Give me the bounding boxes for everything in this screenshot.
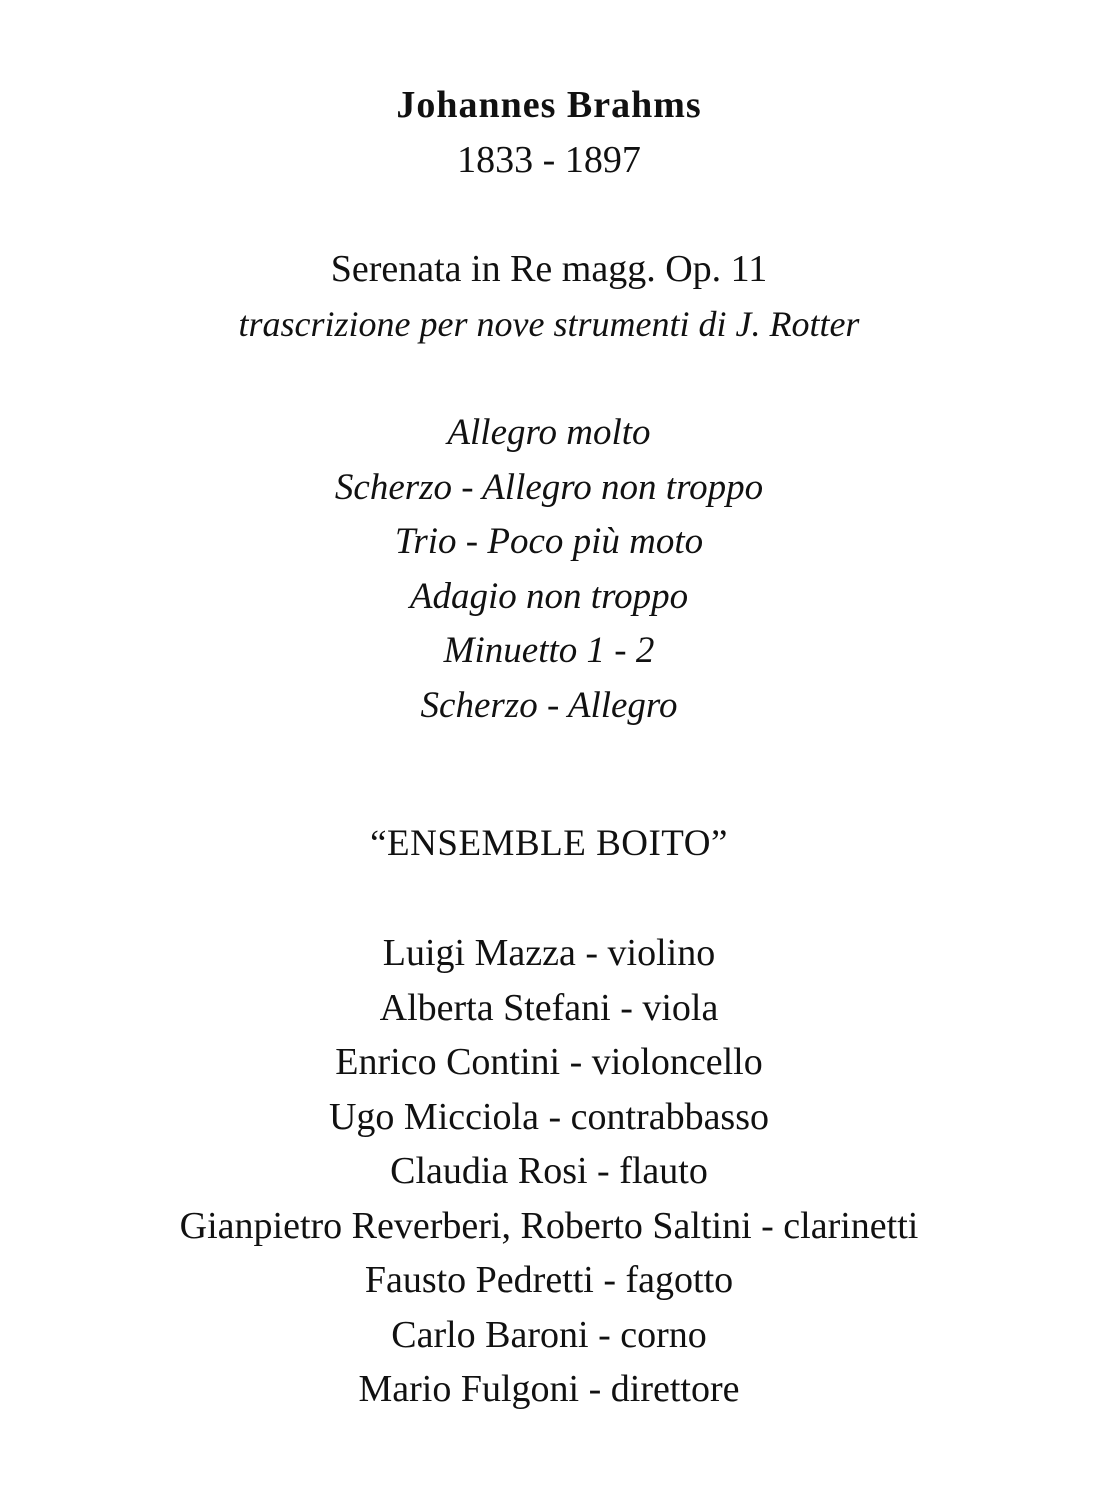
performer-item: Carlo Baroni - corno [391,1313,707,1356]
movement-item: Minuetto 1 - 2 [443,630,655,671]
composer-name: Johannes Brahms [396,84,702,126]
work-title: Serenata in Re magg. Op. 11 [330,248,768,290]
ensemble-name: “ENSEMBLE BOITO” [370,823,728,864]
performer-item: Mario Fulgoni - direttore [358,1368,740,1410]
transcription-note: trascrizione per nove strumenti di J. Rotter [238,304,860,344]
performer-item: Gianpietro Reverberi, Roberto Saltini - clarinetti [179,1204,919,1247]
movement-item: Scherzo - Allegro non troppo [334,466,764,508]
performer-list [0,934,1098,1425]
performer-item: Claudia Rosi - flauto [390,1150,708,1192]
movement-item: Allegro molto [447,412,651,453]
performer-item: Fausto Pedretti - fagotto [364,1259,734,1301]
movement-item: Scherzo - Allegro [420,684,678,726]
composer-dates: 1833 - 1897 [457,139,641,181]
movement-item: Trio - Poco più moto [394,521,704,562]
movement-item: Adagio non troppo [409,575,689,617]
movement-list [0,414,1098,741]
performer-item: Enrico Contini - violoncello [335,1041,763,1083]
performer-item: Ugo Micciola - contrabbasso [328,1095,770,1138]
performer-item: Alberta Stefani - viola [379,986,719,1029]
performer-item: Luigi Mazza - violino [382,932,716,974]
